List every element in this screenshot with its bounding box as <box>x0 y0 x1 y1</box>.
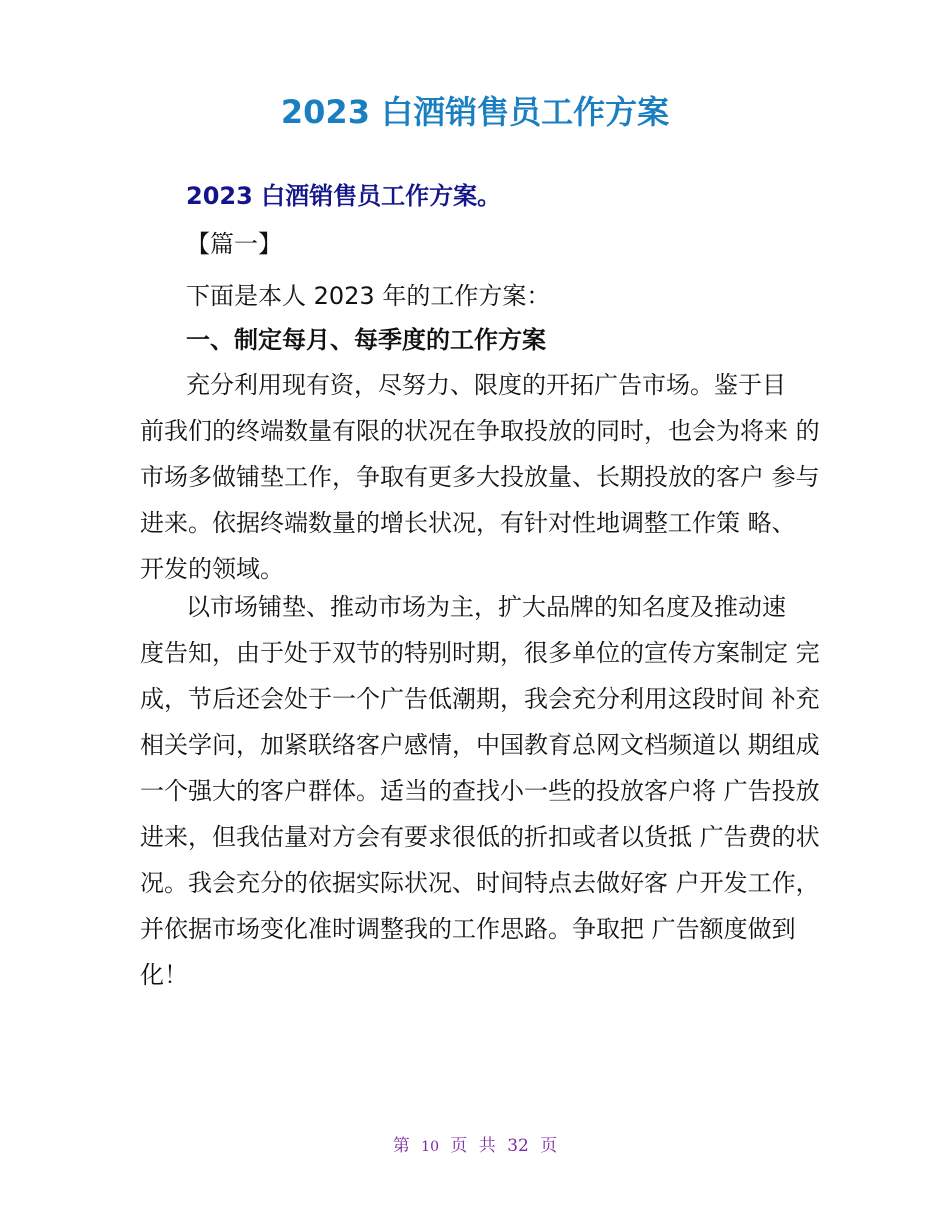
paragraph-line: 充分利用现有资，尽努力、限度的开拓广告市场。鉴于目 <box>186 371 786 399</box>
paragraph-2 <box>140 584 820 998</box>
document-title: 2023 白酒销售员工作方案 <box>280 93 670 131</box>
paragraph-line: 市场多做铺垫工作，争取有更多大投放量、长期投放的客户 参与 <box>140 463 820 491</box>
paragraph-line: 相关学问，加紧联络客户感情，中国教育总网文档频道以 期组成 <box>140 731 820 759</box>
page-footer <box>0 1133 950 1160</box>
paragraph-line: 度告知，由于处于双节的特别时期，很多单位的宣传方案制定 完 <box>140 639 820 667</box>
paragraph-line: 成，节后还会处于一个广告低潮期，我会充分利用这段时间 补充 <box>140 685 820 713</box>
intro-line: 下面是本人 2023 年的工作方案： <box>186 282 551 310</box>
footer-prefix: 第 <box>392 1136 410 1156</box>
footer-suffix: 页 <box>540 1136 558 1156</box>
paragraph-1 <box>140 362 820 592</box>
heading-1: 一、制定每月、每季度的工作方案 <box>186 326 546 354</box>
footer-middle: 页 共 <box>450 1136 496 1156</box>
paragraph-line: 前我们的终端数量有限的状况在争取投放的同时，也会为将来 的 <box>140 417 820 445</box>
section-tag: 【篇一】 <box>186 230 282 258</box>
paragraph-line: 开发的领域。 <box>140 555 284 583</box>
current-page-number: 10 <box>421 1139 439 1155</box>
total-page-number: 32 <box>507 1136 529 1156</box>
paragraph-line: 况。我会充分的依据实际状况、时间特点去做好客 户开发工作， <box>140 869 820 897</box>
paragraph-line: 进来。依据终端数量的增长状况，有针对性地调整工作策 略、 <box>140 509 796 537</box>
document-subtitle: 2023 白酒销售员工作方案。 <box>186 182 502 210</box>
paragraph-line: 一个强大的客户群体。适当的查找小一些的投放客户将 广告投放 <box>140 777 820 805</box>
paragraph-line: 进来，但我估量对方会有要求很低的折扣或者以货抵 广告费的状 <box>140 823 820 851</box>
paragraph-line: 化！ <box>140 961 188 989</box>
paragraph-line: 并依据市场变化准时调整我的工作思路。争取把 广告额度做到 <box>140 915 796 943</box>
paragraph-line: 以市场铺垫、推动市场为主，扩大品牌的知名度及推动速 <box>186 593 786 621</box>
